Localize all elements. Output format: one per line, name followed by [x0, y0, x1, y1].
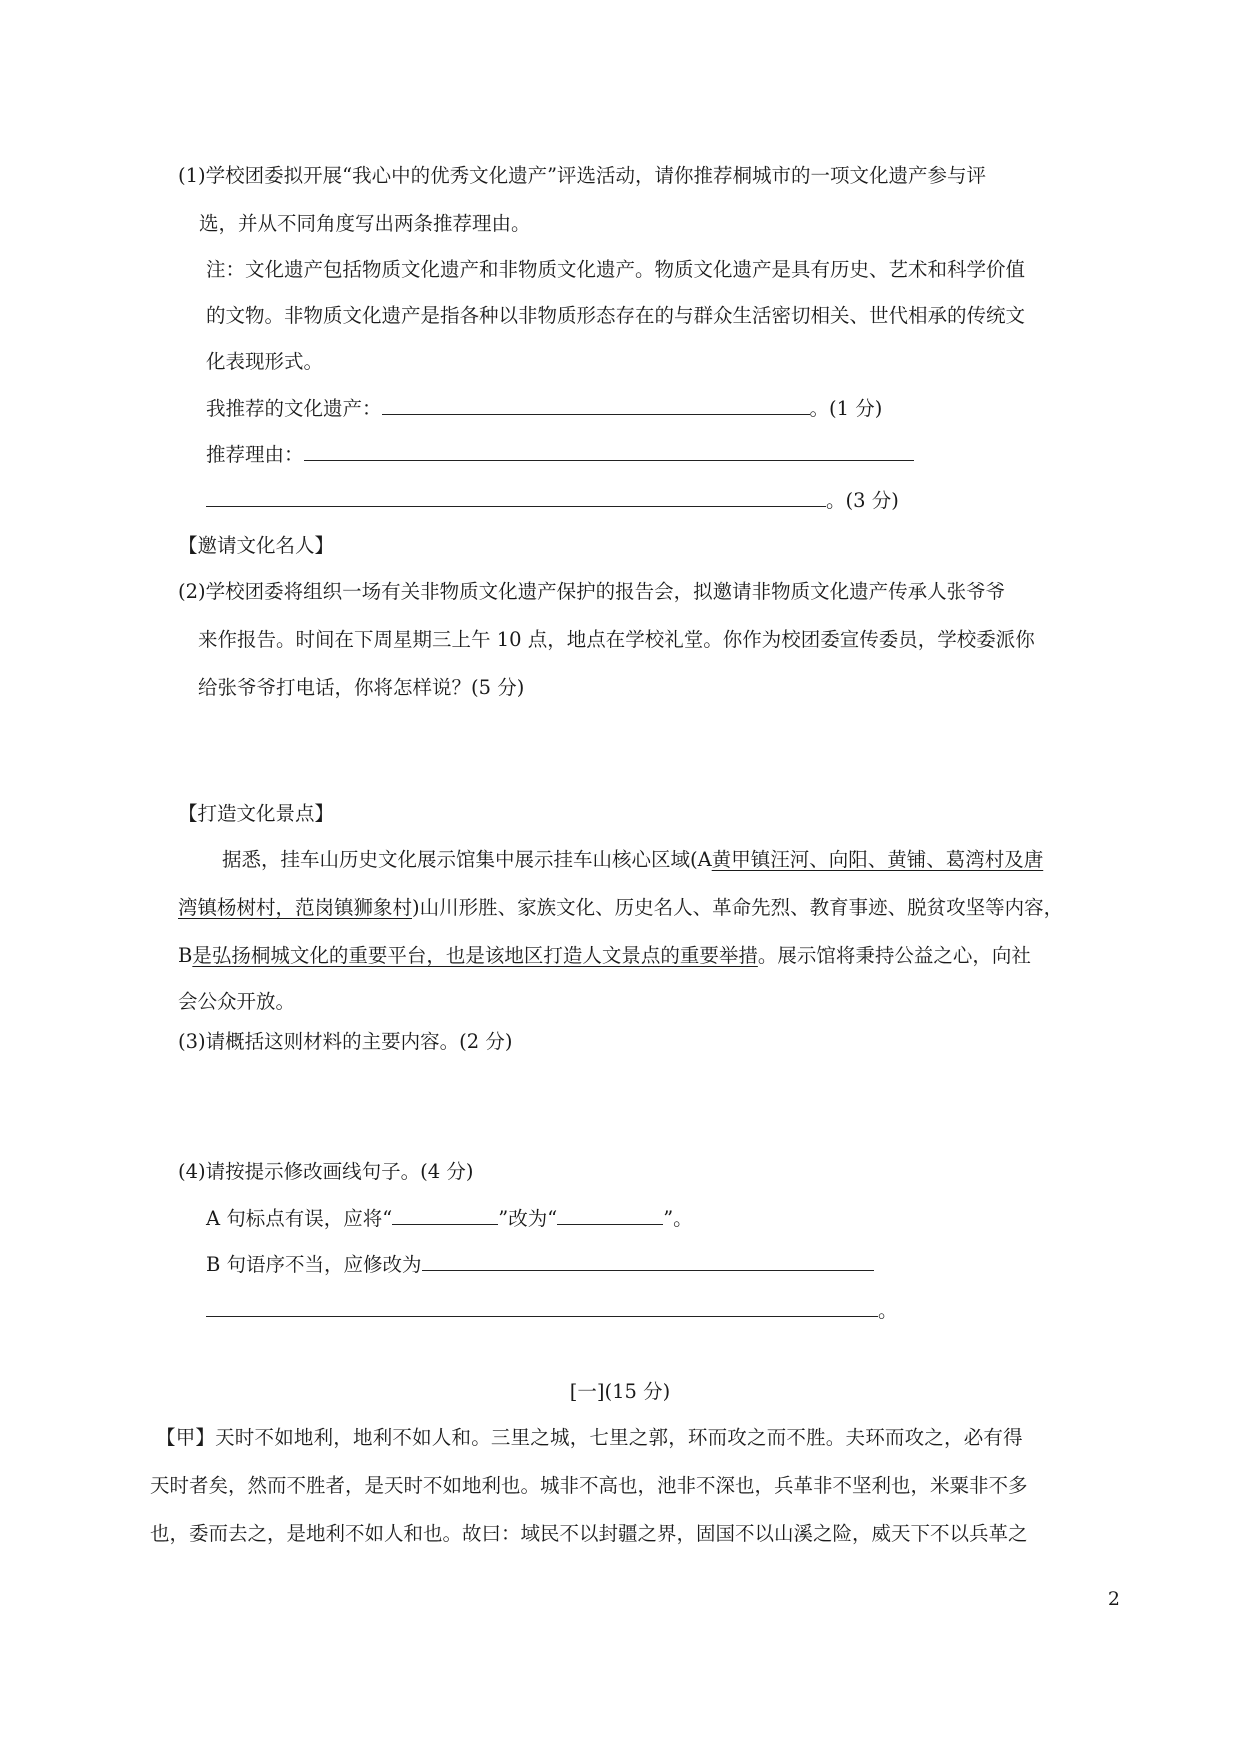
reason-row [206, 440, 914, 469]
q4-b-label: B 句语序不当，应修改为 [206, 1253, 422, 1276]
q1-note-line-1: 注：文化遗产包括物质文化遗产和非物质文化遗产。物质文化遗产是具有历史、艺术和科学价值 [206, 258, 1026, 281]
q4-b-row [206, 1250, 874, 1279]
q4-a-suffix: ”。 [663, 1207, 693, 1230]
reason-row-2 [206, 486, 899, 515]
classical-line-1: 【甲】天时不如地利，地利不如人和。三里之城，七里之郭，环而攻之而不胜。夫环而攻之，必有得 [156, 1426, 1023, 1449]
q4-a-prefix: A 句标点有误，应将“ [206, 1207, 393, 1230]
section-heading-scenic: 【打造文化景点】 [178, 802, 335, 825]
q4-b-answer-blank-1[interactable] [422, 1250, 874, 1271]
underlined-sentence-a-part-1: 黄甲镇汪河、向阳、黄铺、葛湾村及唐 [711, 848, 1044, 871]
material-text-3: 。展示馆将秉持公益之心，向社 [757, 944, 1031, 967]
q2-line-1: (2)学校团委将组织一场有关非物质文化遗产保护的报告会，拟邀请非物质文化遗产传承人张爷爷 [178, 580, 1006, 603]
recommend-row [206, 394, 882, 423]
underlined-sentence-b: 是弘扬桐城文化的重要平台，也是该地区打造人文景点的重要举措 [192, 944, 758, 967]
recommend-label: 我推荐的文化遗产： [206, 397, 382, 420]
section-heading-invite: 【邀请文化名人】 [178, 534, 335, 557]
material-line-4: 会公众开放。 [178, 990, 296, 1013]
classical-line-3: 也，委而去之，是地利不如人和也。故曰：域民不以封疆之界，固国不以山溪之险，威天下不以兵革之 [150, 1522, 1028, 1545]
q4-a-middle: ”改为“ [498, 1207, 558, 1230]
reason-score: 。(3 分) [826, 489, 899, 512]
q2-line-2: 来作报告。时间在下周星期三上午 10 点，地点在学校礼堂。你作为校团委宣传委员，学校委派你 [198, 628, 1035, 651]
q1-note-line-3: 化表现形式。 [206, 350, 324, 373]
q1-line-2: 选，并从不同角度写出两条推荐理由。 [199, 212, 531, 235]
q3-text: (3)请概括这则材料的主要内容。(2 分) [178, 1030, 513, 1053]
classical-line-2: 天时者矣，然而不胜者，是天时不如地利也。城非不高也，池非不深也，兵革非不坚利也，米粟非不多 [150, 1474, 1028, 1497]
material-line-3 [178, 942, 1031, 970]
q4-line-1: (4)请按提示修改画线句子。(4 分) [178, 1160, 474, 1183]
page-number: 2 [1107, 1588, 1120, 1610]
q4-a-corrected-blank[interactable] [557, 1204, 663, 1225]
material-line-2 [178, 894, 1063, 922]
material-label-b: B [178, 944, 193, 967]
recommend-answer-blank[interactable] [382, 394, 810, 415]
q1-line-1: (1)学校团委拟开展“我心中的优秀文化遗产”评选活动，请你推荐桐城市的一项文化遗产参与评 [178, 164, 987, 187]
q4-a-original-blank[interactable] [392, 1204, 498, 1225]
q1-note-line-2: 的文物。非物质文化遗产是指各种以非物质形态存在的与群众生活密切相关、世代相承的传统文 [206, 304, 1026, 327]
underlined-sentence-a-part-2: 湾镇杨树村，范岗镇狮象村 [178, 896, 413, 919]
reason-answer-blank-1[interactable] [304, 440, 914, 461]
part-title: [一](15 分) [569, 1380, 671, 1403]
material-text-2: )山川形胜、家族文化、历史名人、革命先烈、教育事迹、脱贫攻坚等内容， [412, 896, 1064, 919]
q2-line-3: 给张爷爷打电话，你将怎样说？(5 分) [198, 676, 525, 699]
recommend-score: 。(1 分) [809, 397, 883, 420]
q4-b-row-2 [206, 1296, 898, 1325]
material-line-1 [222, 846, 1043, 874]
reason-answer-blank-2[interactable] [206, 486, 826, 507]
q4-a-row [206, 1204, 693, 1233]
q4-b-answer-blank-2[interactable] [206, 1296, 878, 1317]
q4-b-end: 。 [878, 1299, 898, 1322]
reason-label: 推荐理由： [206, 443, 304, 466]
material-text-1: 据悉，挂车山历史文化展示馆集中展示挂车山核心区域(A [222, 848, 712, 871]
